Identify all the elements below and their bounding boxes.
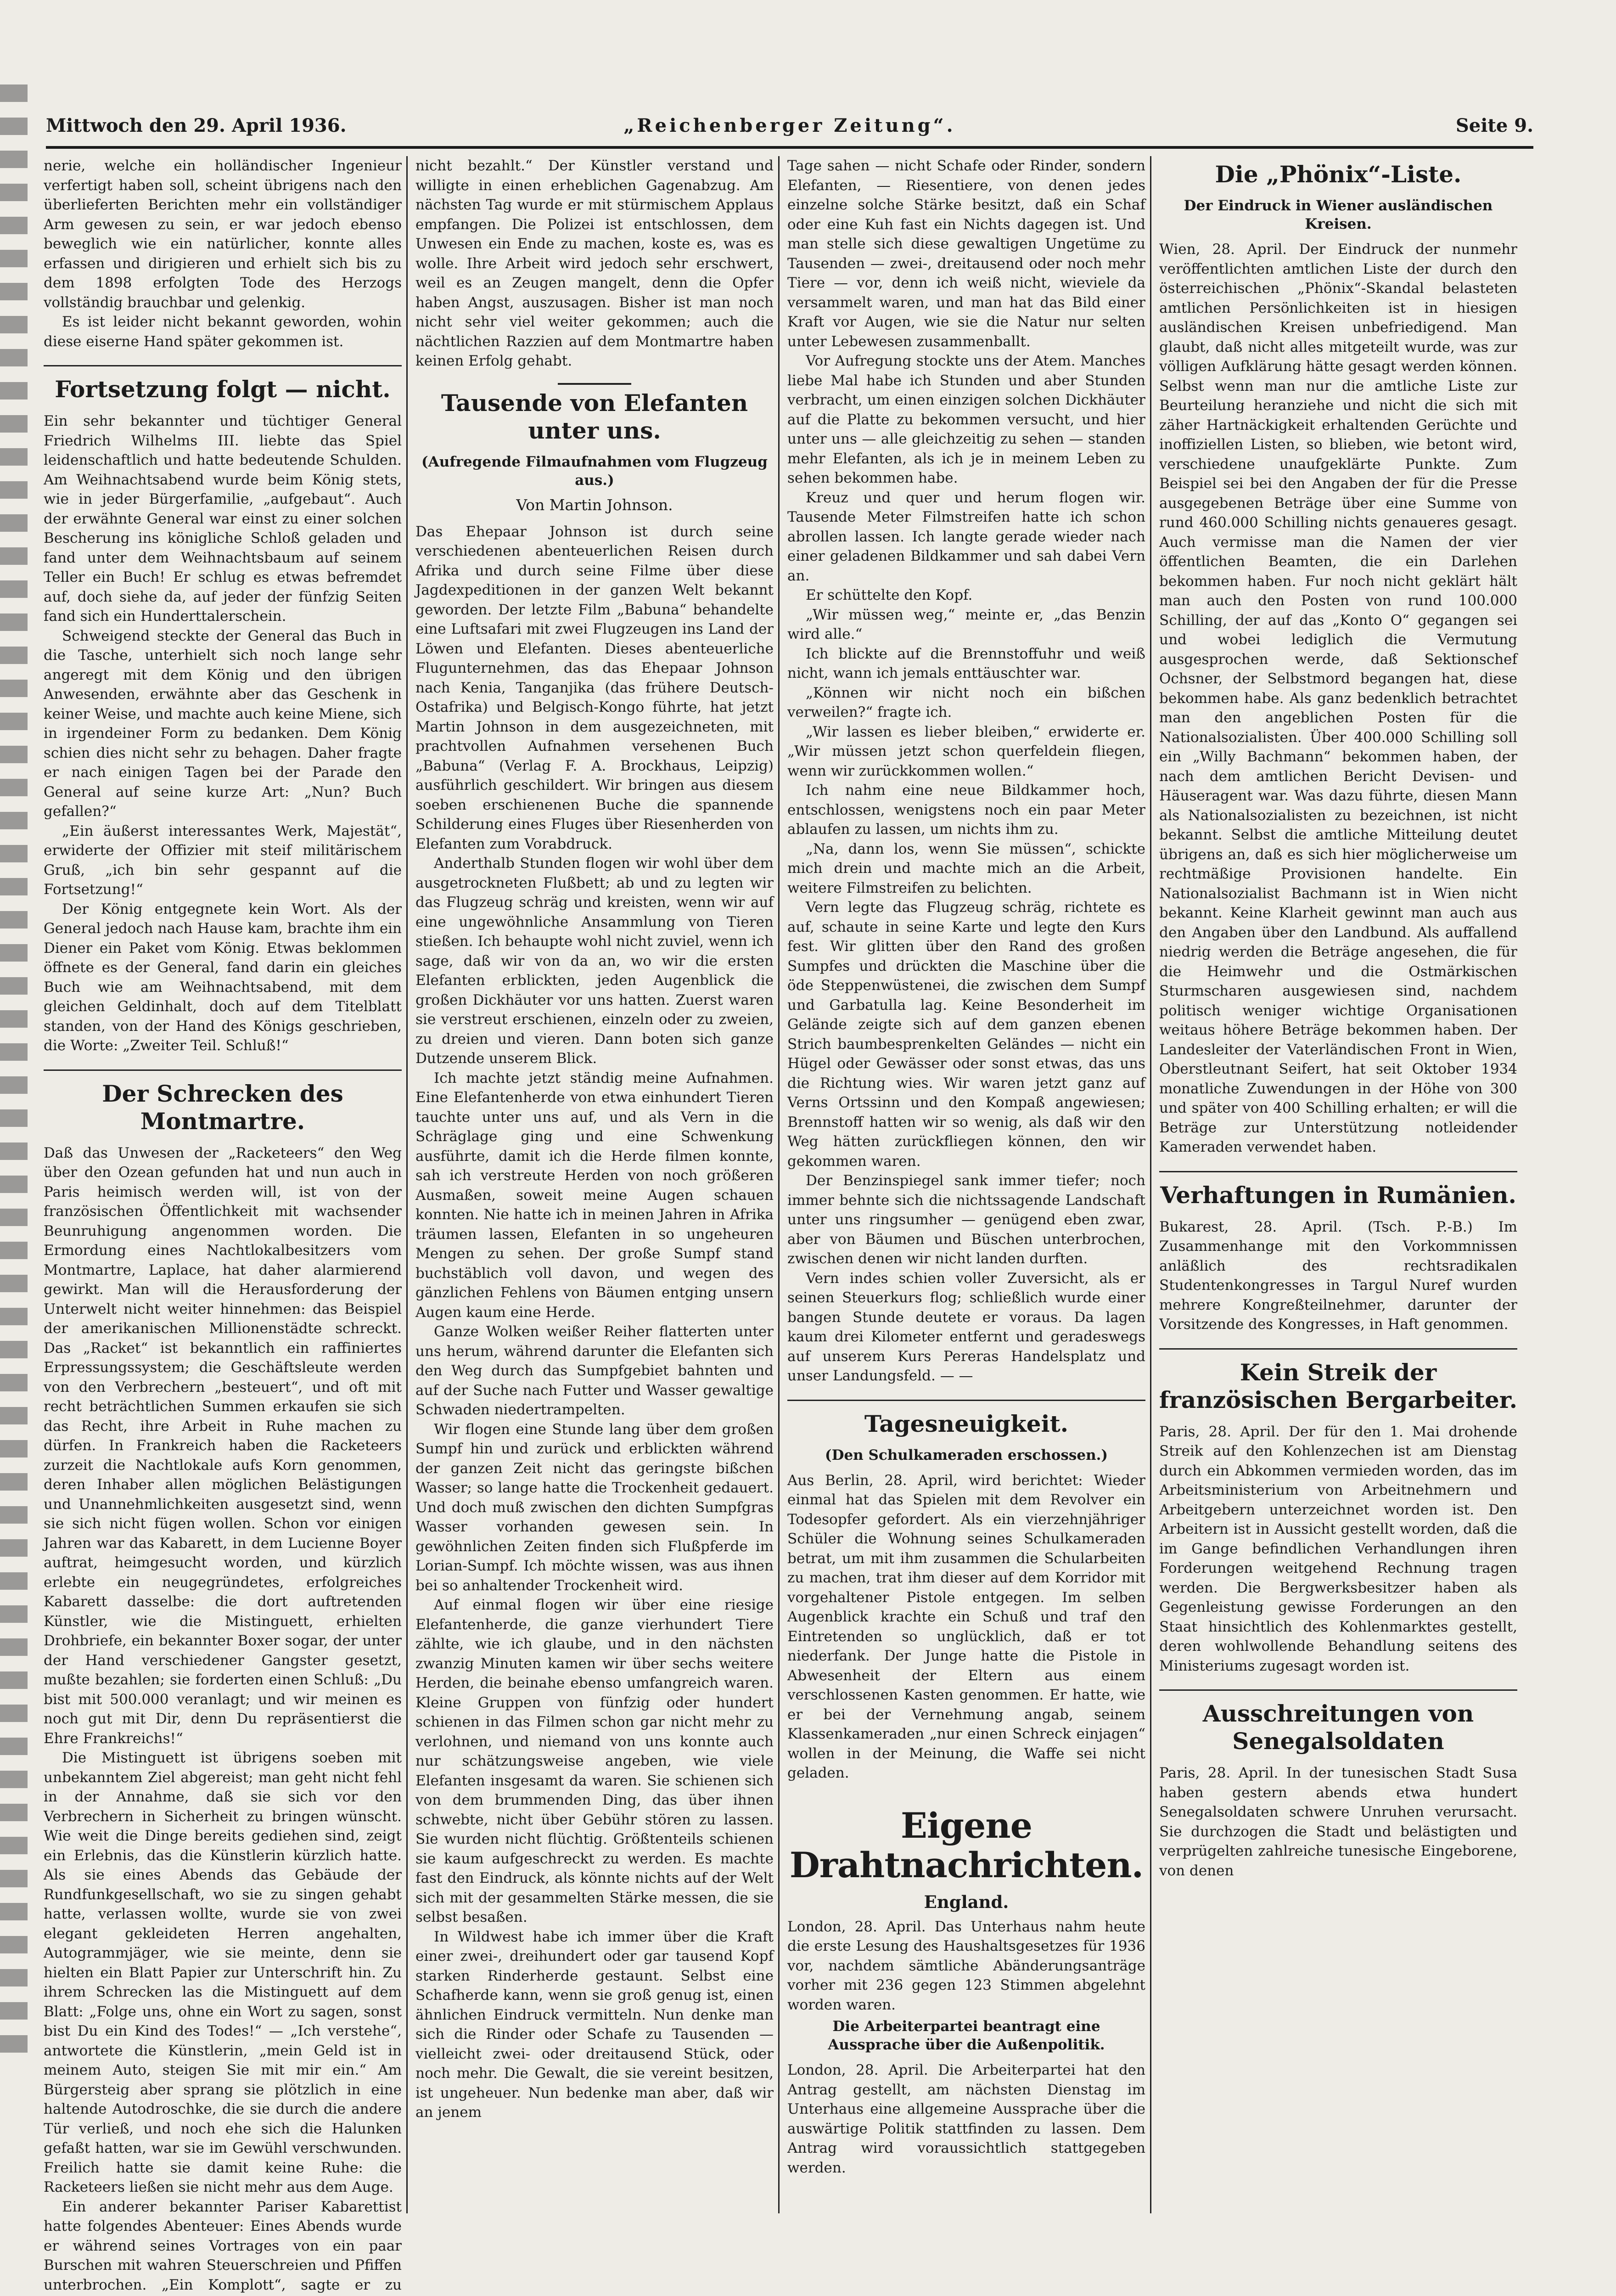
separator-rule bbox=[558, 383, 631, 385]
paragraph: nicht bezahlt.“ Der Künstler verstand und willigte in einen erheblichen Gagenabzug. Am nächsten Tag wurde er mit stürmischem Applaus empfangen. Die Polizei ist entschlossen, dem Unwesen ein Ende zu machen, koste es, was es wolle. Ihre Arbeit wird jedoch sehr erschwert, weil es an Zeugen mangelt, denn die Opfer haben Angst, auszusagen. Bisher ist man noch nicht sehr viel weiter gekommen; auch die nächtlichen Razzien auf dem Montmartre haben keinen Erfolg gehabt. bbox=[415, 156, 774, 371]
newspaper-title: „Reichenberger Zeitung“. bbox=[623, 115, 955, 136]
paragraph: Kreuz und quer und herum flogen wir. Tausende Meter Filmstreifen hatte ich schon abrollen lassen. Ich langte gerade wieder nach einer geladenen Bildkammer und sah dabei Vern an. bbox=[787, 488, 1145, 586]
paragraph: Ich machte jetzt ständig meine Aufnahmen. Eine Elefantenherde von etwa einhundert Tieren tauchte unter uns auf, und als Vern in die Schräglage ging und eine Schwenkung ausführte, damit ich die Herde filmen konnte, sah ich verstreute Herden von noch größeren Ausmaßen, soweit meine Augen schauen konnten. Nie hatte ich in meinen Jahren in Afrika träumen lassen, Elefanten in so ungeheuren Mengen zu sehen. Der große Sumpf stand buchstäblich voll davon, und wegen des gänzlichen Fehlens von Bäumen entging unsern Augen kaum eine Herde. bbox=[415, 1069, 774, 1322]
paragraph: London, 28. April. Das Unterhaus nahm heute die erste Lesung des Haushaltsgesetzes für 1936 vor, nachdem sämtliche Abänderungsanträge vorher mit 236 gegen 123 Stimmen abgelehnt worden waren. bbox=[787, 1917, 1145, 2015]
paragraph: Das Ehepaar Johnson ist durch seine verschiedenen abenteuerlichen Reisen durch Afrika und durch seine Filme über diese Jagdexpeditionen in der ganzen Welt bekannt geworden. Der letzte Film „Babuna“ behandelte eine Luftsafari mit zwei Flugzeugen ins Land der Löwen und Elefanten. Dieses abenteuerliche Flugunternehmen, das das Ehepaar Johnson nach Kenia, Tanganjika (das frühere Deutsch-Ostafrika) und Belgisch-Kongo führte, hat jetzt Martin Johnson in dem ausgezeichneten, mit prachtvollen Aufnahmen versehenen Buch „Babuna“ (Verlag F. A. Brockhaus, Leipzig) ausführlich geschildert. Wir bringen aus diesem soeben erschienenen Buche die spannende Schilderung eines Fluges über Riesenherden von Elefanten zum Vorabdruck. bbox=[415, 522, 774, 854]
paragraph: Paris, 28. April. Der für den 1. Mai drohende Streik auf den Kohlenzechen ist am Dienstag durch ein Abkommen vermieden worden, das im Arbeitsministerium von Arbeitnehmern und Arbeitgebern unterzeichnet worden ist. Den Arbeitern ist in Aussicht gestellt worden, daß die im Gange befindlichen Verhandlungen ihren Forderungen weitgehend Rechnung tragen werden. Die Bergwerksbesitzer haben als Gegenleistung gewisse Forderungen an den Staat hinsichtlich des Kohlenmarktes gestellt, deren wohlwollende Behandlung seitens des Ministeriums zugesagt worden ist. bbox=[1159, 1422, 1517, 1676]
subheadline: (Den Schulkameraden erschossen.) bbox=[787, 1446, 1145, 1464]
subheadline: Der Eindruck in Wiener ausländischen Kreisen. bbox=[1159, 197, 1517, 233]
headline-elefanten: Tausende von Elefanten unter uns. bbox=[415, 389, 774, 445]
paragraph: Schweigend steckte der General das Buch in die Tasche, unterhielt sich noch lange sehr angeregt mit dem König und den übrigen Anwesenden, erwähnte aber das Geschenk in keiner Weise, und machte auch keine Miene, sich in irgendeiner Form zu bedanken. Dem König schien dies nicht sehr zu behagen. Daher fragte er nach einigen Tagen bei der Parade den General auf seine kurze Art: „Nun? Buch gefallen?“ bbox=[44, 626, 402, 822]
byline: Von Martin Johnson. bbox=[415, 496, 774, 514]
paragraph: Ich nahm eine neue Bildkammer hoch, entschlossen, wenigstens noch ein paar Meter ablaufen zu lassen, um nichts ihm zu. bbox=[787, 781, 1145, 839]
paragraph: Daß das Unwesen der „Racketeers“ den Weg über den Ozean gefunden hat und nun auch in Paris heimisch werden will, ist von der französischen Öffentlichkeit mit wachsender Beunruhigung angenommen worden. Die Ermordung eines Nachtlokalbesitzers vom Montmartre, Laplace, hat daher alarmierend gewirkt. Man will die Herausforderung der Unterwelt nicht weiter hinnehmen: das Beispiel der amerikanischen Millionenstädte schreckt. Das „Racket“ ist bekanntlich ein raffiniertes Erpressungssystem; die Geschäftsleute werden von den Verbrechern „besteuert“, und oft mit recht beträchtlichen Summen erkaufen sie sich das Recht, ihre Arbeit in Ruhe machen zu dürfen. In Frankreich haben die Racketeers zurzeit die Nachtlokale aufs Korn genommen, deren Inhaber allen möglichen Belästigungen und Unannehmlichkeiten ausgesetzt sind, wenn sie sich nicht fügen wollen. Schon vor einigen Jahren war das Kabarett, in dem Lucienne Boyer auftrat, heimgesucht worden, und kürzlich erlebte ein neugegründetes, erfolgreiches Kabarett dasselbe: die dort auftretenden Künstler, wie die Mistinguett, erhielten Drohbriefe, ein bekannter Boxer sogar, der unter der Hand verschiedener Gangster gesetzt, mußte bezahlen; sie forderten einen Schluß: „Du bist mit 500.000 veranlagt; und wir meinen es noch gut mit Dir, denn Du repräsentierst die Ehre Frankreichs!“ bbox=[44, 1143, 402, 1749]
paragraph: Die Mistinguett ist übrigens soeben mit unbekanntem Ziel abgereist; man geht nicht fehl in der Annahme, daß sie sich vor den Verbrechern in Sicherheit zu bringen wünscht. Wie weit die Dinge bereits gediehen sind, zeigt ein Erlebnis, das die Künstlerin kürzlich hatte. Als sie eines Abends das Gebäude der Rundfunkgesellschaft, wo sie zu singen gehabt hatte, verlassen wollte, wurde sie von zwei elegant gekleideten Herren angehalten, Autogrammjäger, wie sie meinte, denn sie hielten ein Blatt Papier zur Unterschrift hin. Zu ihrem Schrecken las die Mistinguett auf dem Blatt: „Folge uns, ohne ein Wort zu sagen, sonst bist Du ein Kind des Todes!“ — „Ich verstehe“, antwortete die Künstlerin, „mein Geld ist in meinem Auto, steigen Sie mit mir ein.“ Am Bürgersteig aber sprang sie plötzlich in eine haltende Autodroschke, die sie durch die andere Tür verließ, und noch ehe sich die Halunken gefaßt hatten, war sie im Gewühl verschwunden. Freilich hatte sie damit keine Ruhe: die Racketeers ließen sie nicht mehr aus dem Auge. bbox=[44, 1748, 402, 2197]
paragraph: Auf einmal flogen wir über eine riesige Elefantenherde, die ganze vierhundert Tiere zählte, wie ich glaube, und in den nächsten zwanzig Minuten kamen wir über sechs weitere Herden, die beinahe ebenso umfangreich waren. Kleine Gruppen von fünfzig oder hundert schienen in das Filmen schon gar nicht mehr zu verlohnen, und niemand von uns konnte auch nur schätzungsweise angeben, wie viele Elefanten insgesamt da waren. Sie schienen sich von dem brummenden Ding, das über ihnen schwebte, nicht über Gebühr stören zu lassen. Sie wurden nicht flüchtig. Größtenteils schienen sie kaum aufgeschreckt zu werden. Es machte fast den Eindruck, als könnte nichts auf der Welt sich mit der gesammelten Stärke messen, die sie selbst besaßen. bbox=[415, 1595, 774, 1927]
column-rule bbox=[1150, 156, 1151, 2213]
paragraph: Der König entgegnete kein Wort. Als der General jedoch nach Hause kam, brachte ihm ein Diener ein Paket vom König. Etwas beklommen öffnete es der General, fand darin ein gleiches Buch wie am Weihnachtsabend, mit dem gleichen Geldinhalt, doch auf dem Titelblatt standen, von der Hand des Königs geschrieben, die Worte: „Zweiter Teil. Schluß!“ bbox=[44, 900, 402, 1056]
paragraph: Ein sehr bekannter und tüchtiger General Friedrich Wilhelms III. liebte das Spiel leidenschaftlich und hatte bedeutende Schulden. Am Weihnachtsabend wurde beim König stets, wie in jeder Bürgerfamilie, „aufgebaut“. Auch der erwähnte General war einst zu einer solchen Bescherung ins königliche Schloß geladen und fand unter dem Weihnachtsbaum auf seinem Teller ein Buch! Er schlug es etwas befremdet auf, doch siehe da, auf jeder der fünfzig Seiten fand sich ein Hunderttalerschein. bbox=[44, 411, 402, 626]
issue-date: Mittwoch den 29. April 1936. bbox=[46, 115, 347, 136]
paragraph: „Na, dann los, wenn Sie müssen“, schickte mich drein und machte mich an die Arbeit, weitere Filmstreifen zu belichten. bbox=[787, 839, 1145, 898]
paragraph: Vor Aufregung stockte uns der Atem. Manches liebe Mal habe ich Stunden und aber Stunden verbracht, um einen einzigen solchen Dickhäuter auf die Platte zu bekommen versucht, und hier unter uns — alle gleichzeitig zu sehen — standen mehr Elefanten, als ich je in meinem Leben zu sehen bekommen habe. bbox=[787, 351, 1145, 488]
paragraph: Ganze Wolken weißer Reiher flatterten unter uns herum, während darunter die Elefanten sich den Weg durch das Sumpfgebiet bahnten und auf der Suche nach Futter und Wasser gewaltige Schwaden niedertrampelten. bbox=[415, 1322, 774, 1420]
column-2 bbox=[415, 156, 774, 2223]
section-banner: Eigene Drahtnachrichten. bbox=[787, 1797, 1145, 1885]
paragraph: Wir flogen eine Stunde lang über dem großen Sumpf hin und zurück und erblickten während der ganzen Zeit nicht das geringste bißchen Wasser; so lange hatte die Trockenheit gedauert. Und doch muß zwischen den dichten Sumpfgras Wasser vorhanden gewesen sein. In gewöhnlichen Zeiten finden sich Flußpferde im Lorian-Sumpf. Ich möchte wissen, was aus ihnen bei so anhaltender Trockenheit wird. bbox=[415, 1420, 774, 1596]
paragraph: „Können wir nicht noch ein bißchen verweilen?“ fragte ich. bbox=[787, 683, 1145, 722]
paragraph: Vern indes schien voller Zuversicht, als er seinen Steuerkurs flog; schließlich wurde einer bangen Stunde deutete er voraus. Da lagen kaum drei Kilometer entfernt und geradeswegs auf unserem Kurs Pereras Handelsplatz und unser Landungsfeld. — — bbox=[787, 1269, 1145, 1386]
paragraph: „Ein äußerst interessantes Werk, Majestät“, erwiderte der Offizier mit steif militärischem Gruß, „ich bin sehr gespannt auf die Fortsetzung!“ bbox=[44, 822, 402, 900]
paragraph: In Wildwest habe ich immer über die Kraft einer zwei-, dreihundert oder gar tausend Kopf starken Rinderherde gestaunt. Selbst eine Schafherde kann, wenn sie groß genug ist, einen ähnlichen Eindruck vermitteln. Nun denke man sich die Rinder oder Schafe zu Tausenden — vielleicht zwei- oder dreitausend Stück, oder noch mehr. Die Gewalt, die sie vereint besitzen, ist ungeheuer. Nun bedenke man aber, daß wir an jenem bbox=[415, 1927, 774, 2122]
paragraph: Tage sahen — nicht Schafe oder Rinder, sondern Elefanten, — Riesentiere, von denen jedes einzelne solche Stärke besitzt, daß ein Schaf oder eine Kuh fast ein Nichts dagegen ist. Und man stelle sich diese gewaltigen Ungetüme zu Tausenden — zwei-, dreitausend oder noch mehr Tiere — vor, denn ich weiß nicht, wieviele da versammelt waren, und man hat das Bild einer Kraft vor Augen, wie sie die Natur nur selten unter Lebewesen zusammenballt. bbox=[787, 156, 1145, 351]
header-rule bbox=[46, 146, 1533, 149]
column-1 bbox=[44, 156, 402, 2223]
headline-england: England. bbox=[787, 1891, 1145, 1913]
paragraph: nerie, welche ein holländischer Ingenieur verfertigt haben soll, scheint übrigens nach den überlieferten Berichten mehr ein vollständiger Arm gewesen zu sein, er war jedoch ebenso beweglich wie ein natürlicher, konnte alles erfassen und dirigieren und erhielt sich bis zu dem 1898 erfolgten Tode des Herzogs vollständig brauchbar und gelenkig. bbox=[44, 156, 402, 312]
column-rule bbox=[778, 156, 780, 2213]
adjacent-page-bleed bbox=[0, 69, 28, 2227]
column-rule bbox=[406, 156, 408, 2213]
paragraph: Bukarest, 28. April. (Tsch. P.-B.) Im Zusammenhange mit den Vorkommnissen anläßlich des rechtsradikalen Studentenkongresses in Targul Nuref wurden mehrere Kongreßteilnehmer, darunter der Vorsitzende des Kongresses, in Haft genommen. bbox=[1159, 1217, 1517, 1334]
paragraph: Ich blickte auf die Brennstoffuhr und weiß nicht, wann ich jemals enttäuschter war. bbox=[787, 644, 1145, 683]
paragraph: Paris, 28. April. In der tunesischen Stadt Susa haben gestern abends etwa hundert Senegalsoldaten schwere Unruhen verursacht. Sie durchzogen die Stadt und belästigten und verprügelten zahlreiche tunesische Eingeborene, von denen bbox=[1159, 1763, 1517, 1880]
paragraph: Er schüttelte den Kopf. bbox=[787, 585, 1145, 605]
headline-bergarbeiter: Kein Streik der französischen Bergarbeiter. bbox=[1159, 1348, 1517, 1414]
page-header bbox=[46, 110, 1533, 147]
paragraph: Der Benzinspiegel sank immer tiefer; noch immer behnte sich die nichtssagende Landschaft unter uns ringsumher — genügend eben zwar, aber von Bäumen und Büschen unterbrochen, zwischen denen wir nicht landen durften. bbox=[787, 1171, 1145, 1269]
paragraph: Anderthalb Stunden flogen wir wohl über dem ausgetrockneten Flußbett; ab und zu legten wir das Flugzeug schräg und kreisten, wenn wir auf eine ungewöhnliche Ansammlung von Tieren stießen. Ich behaupte wohl nicht zuviel, wenn ich sage, daß wir von da an, wo wir die ersten Elefanten erblickten, jeden Augenblick die großen Dickhäuter vor uns hatten. Zuerst waren sie verstreut erschienen, einzeln oder zu zweien, zu dreien und vieren. Dann boten sich ganze Dutzende unserem Blick. bbox=[415, 854, 774, 1069]
headline-arbeiterpartei: Die Arbeiterpartei beantragt eine Aussprache über die Außenpolitik. bbox=[787, 2017, 1145, 2054]
paragraph: Wien, 28. April. Der Eindruck der nunmehr veröffentlichten amtlichen Liste der durch den österreichischen „Phönix“-Skandal belasteten amtlichen Persönlichkeiten ist in hiesigen ausländischen Kreisen unbefriedigend. Man glaubt, daß nicht alles mitgeteilt wurde, was zur völligen Aufklärung hätte gesagt werden können. Selbst wenn man nur die amtliche Liste zur Beurteilung heranziehe und nicht die sich mit zäher Hartnäckigkeit erhaltenden Gerüchte und inoffiziellen Listen, so blieben, wie betont wird, verschiedene unaufgeklärte Punkte. Zum Beispiel sei bei den Angaben der für die Presse ausgegebenen Beträge über eine Summe von rund 460.000 Schilling nichts genaueres gesagt. Auch vermisse man die Namen der vier öffentlichen Beamten, die ein Darlehen bekommen haben. Fur noch nicht geklärt hält man auch den Posten von rund 100.000 Schilling, der auf das „Konto O“ gegangen sei und wobei lediglich die Vermutung ausgesprochen werde, daß Sektionschef Ochsner, der Selbstmord begangen hat, diese bekommen habe. Als ganz bedenklich betrachtet man den angeblichen Posten für die Nationalsozialisten. Über 400.000 Schilling soll ein „Willy Bachmann“ bekommen haben, der nach dem amtlichen Bericht Devisen- und Häuseragent war. Was dazu führte, diesen Mann als Nationalsozialisten zu bezeichnen, ist nicht bekannt. Selbst die amtliche Mitteilung deutet übrigens an, daß es sich hier möglicherweise um rechtmäßige Provisionen handelte. Ein Nationalsozialist Bachmann ist in Wien nicht bekannt. Keine Klarheit gewinnt man auch aus den Angaben über den Landbund. Als auffallend niedrig werden die Beträge angesehen, die für die Heimwehr und die Ostmärkischen Sturmscharen ausgewiesen sind, nachdem politisch weniger wichtige Organisationen weitaus höhere Beträge bekommen haben. Der Landesleiter der Vaterländischen Front in Wien, Oberstleutnant Seifert, hat seit Oktober 1934 monatliche Zuwendungen in der Höhe von 300 und später von 400 Schilling erhalten; er will die Beträge zur Unterstützung notleidender Kameraden verwendet haben. bbox=[1159, 240, 1517, 1157]
headline-tagesneuigkeit: Tagesneuigkeit. bbox=[787, 1400, 1145, 1438]
subheadline: (Aufregende Filmaufnahmen vom Flugzeug aus.) bbox=[415, 453, 774, 490]
headline-fortsetzung: Fortsetzung folgt — nicht. bbox=[44, 365, 402, 403]
paragraph: Es ist leider nicht bekannt geworden, wohin diese eiserne Hand später gekommen ist. bbox=[44, 312, 402, 351]
headline-phoenix: Die „Phönix“-Liste. bbox=[1159, 161, 1517, 188]
paragraph: London, 28. April. Die Arbeiterpartei hat den Antrag gestellt, am nächsten Dienstag im Unterhaus eine allgemeine Aussprache über die auswärtige Politik stattfinden zu lassen. Dem Antrag wird voraussichtlich stattgegeben werden. bbox=[787, 2060, 1145, 2178]
paragraph: „Wir lassen es lieber bleiben,“ erwiderte er. „Wir müssen jetzt schon querfeldein fliegen, wenn wir zurückkommen wollen.“ bbox=[787, 722, 1145, 781]
headline-rumaenien: Verhaftungen in Rumänien. bbox=[1159, 1171, 1517, 1209]
headline-senegalsoldaten: Ausschreitungen von Senegalsoldaten bbox=[1159, 1689, 1517, 1755]
column-4 bbox=[1159, 156, 1517, 2223]
paragraph: Aus Berlin, 28. April, wird berichtet: Wieder einmal hat das Spielen mit dem Revolver ein Todesopfer gefordert. Als ein vierzehnjähriger Schüler die Wohnung seines Schulkameraden betrat, um mit ihm zusammen die Schularbeiten zu machen, trat ihm dieser auf dem Korridor mit vorgehaltener Pistole entgegen. Im selben Augenblick krachte ein Schuß und traf den Eintretenden so unglücklich, daß er tot niederfank. Der Junge hatte die Pistole in Abwesenheit der Eltern aus einem verschlossenen Kasten genommen. Er hatte, wie er bei der Vernehmung angab, seinem Klassenkameraden „nur einen Schreck einjagen“ wollen in der Meinung, die Waffe sei nicht geladen. bbox=[787, 1471, 1145, 1783]
headline-montmartre: Der Schrecken des Montmartre. bbox=[44, 1069, 402, 1135]
paragraph: Vern legte das Flugzeug schräg, richtete es auf, schaute in seine Karte und legte den Kurs fest. Wir glitten über den Rand des großen Sumpfes und drückten die Maschine über die öde Steppenwüstenei, die zwischen dem Sumpf und Garbatulla lag. Keine Besonderheit im Gelände zeigte sich auf dem ganzen ebenen Strich baumbesprenkelten Geländes — nicht ein Hügel oder Gewässer oder sonst etwas, das uns die Richtung wies. Wir waren jetzt ganz auf Verns Ortssinn und den Kompaß angewiesen; Brennstoff hatten wir so wenig, als daß wir den Weg hätten zurückfliegen können, den wir gekommen waren. bbox=[787, 898, 1145, 1171]
paragraph: „Wir müssen weg,“ meinte er, „das Benzin wird alle.“ bbox=[787, 605, 1145, 644]
page-number: Seite 9. bbox=[1456, 115, 1533, 136]
paragraph: Ein anderer bekannter Pariser Kabarettist hatte folgendes Abenteuer: Eines Abends wurde er während seines Vortrages von ein paar Burschen mit wahren Steuerschreien und Pfiffen unterbrochen. „Ein Komplott“, sagte er zu bbox=[44, 2197, 402, 2296]
column-3 bbox=[787, 156, 1145, 2223]
